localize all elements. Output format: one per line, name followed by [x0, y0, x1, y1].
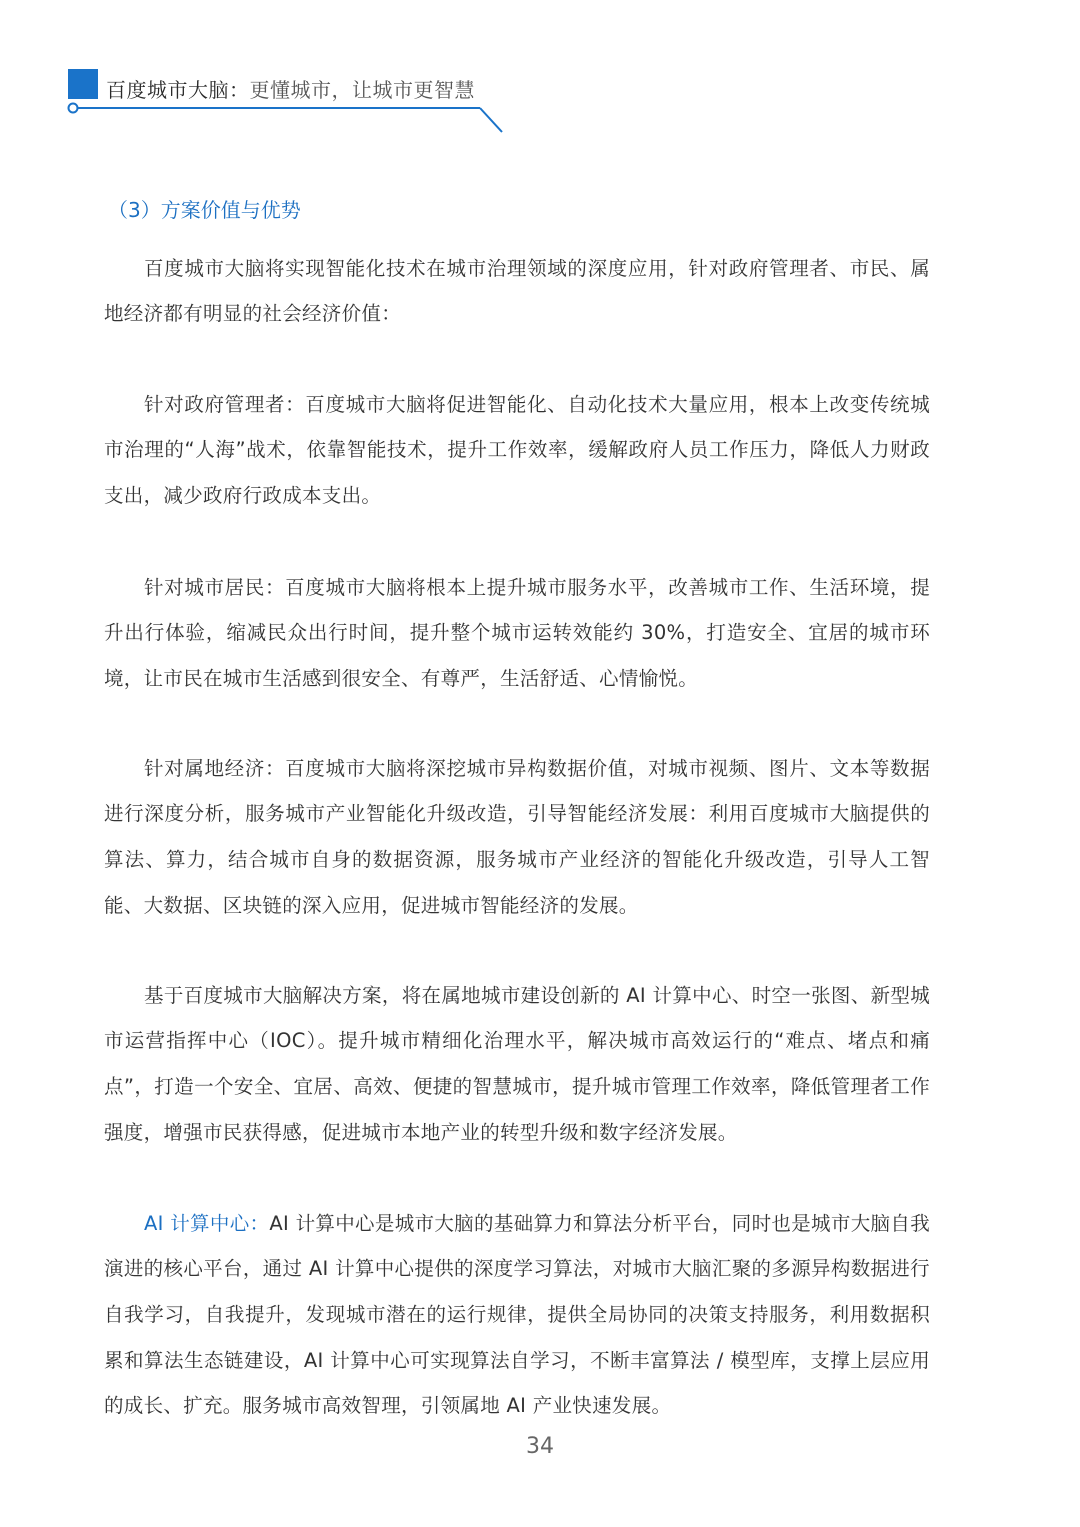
paragraph-residents: 针对城市居民：百度城市大脑将根本上提升城市服务水平，改善城市工作、生活环境，提升出行体验，缩减民众出行时间，提升整个城市运转效能约 30%，打造安全、宜居的城市环境，让市民在城市生活感到很安全、有尊严，生活舒适、心情愉悦。	[104, 575, 930, 690]
header-title-separator: ：	[229, 78, 250, 102]
header-title-main: 百度城市大脑	[106, 78, 229, 102]
paragraph-ai-center	[104, 1201, 930, 1430]
ai-center-label: AI 计算中心：	[144, 1211, 270, 1235]
paragraph-government: 针对政府管理者：百度城市大脑将促进智能化、自动化技术大量应用，根本上改变传统城市治理的“人海”战术，依靠智能技术，提升工作效率，缓解政府人员工作压力，降低人力财政支出，减少政府行政成本支出。	[104, 392, 930, 507]
section-heading: （3）方案价值与优势	[108, 198, 301, 222]
paragraph-economy: 针对属地经济：百度城市大脑将深挖城市异构数据价值，对城市视频、图片、文本等数据进行深度分析，服务城市产业智能化升级改造，引导智能经济发展：利用百度城市大脑提供的算法、算力，结合城市自身的数据资源，服务城市产业经济的智能化升级改造，引导人工智能、大数据、区块链的深入应用，促进城市智能经济的发展。	[104, 756, 930, 917]
header-title	[106, 74, 475, 103]
paragraph-intro: 百度城市大脑将实现智能化技术在城市治理领域的深度应用，针对政府管理者、市民、属地经济都有明显的社会经济价值：	[104, 256, 930, 326]
header-subtitle: 更懂城市，让城市更智慧	[249, 78, 475, 102]
page-number: 34	[526, 1434, 554, 1459]
paragraph-solution: 基于百度城市大脑解决方案，将在属地城市建设创新的 AI 计算中心、时空一张图、新型城市运营指挥中心（IOC）。提升城市精细化治理水平，解决城市高效运行的“难点、堵点和痛点”，打造一个安全、宜居、高效、便捷的智慧城市，提升城市管理工作效率，降低管理者工作强度，增强市民获得感，促进城市本地产业的转型升级和数字经济发展。	[104, 983, 930, 1144]
ai-center-text: AI 计算中心是城市大脑的基础算力和算法分析平台，同时也是城市大脑自我演进的核心平台，通过 AI 计算中心提供的深度学习算法，对城市大脑汇聚的多源异构数据进行自我学习，自我提升，发现城市潜在的运行规律，提供全局协同的决策支持服务，利用数据积累和算法生态链建设，AI 计算中心可实现算法自学习，不断丰富算法 / 模型库，支撑上层应用的成长、扩充。服务城市高效智理，引领属地 AI 产业快速发展。	[104, 1211, 930, 1418]
header-accent-block	[68, 69, 98, 99]
